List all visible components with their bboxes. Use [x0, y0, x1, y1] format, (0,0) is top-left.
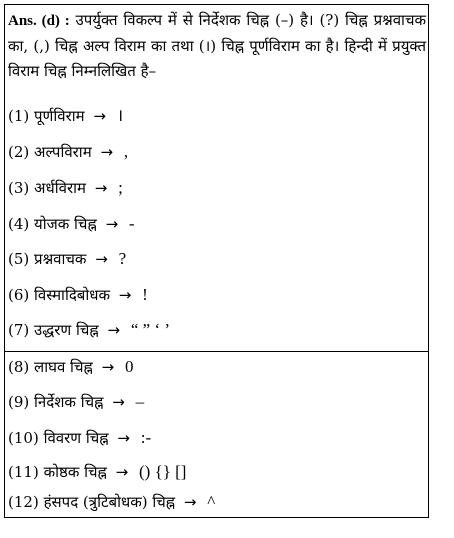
list-item: [8, 142, 128, 162]
list-item: [8, 392, 144, 412]
list-item: [8, 178, 123, 198]
list-item: [8, 214, 135, 234]
answer-intro: [8, 8, 426, 84]
item-number: (3): [8, 179, 30, 197]
answer-box: [4, 4, 429, 518]
list-item: [8, 249, 126, 269]
answer-intro-text: उपर्युक्त विकल्प में से निर्देशक चिह्न (–) है। (?) चिह्न प्रश्नवाचक का, (,) चिह्न अल्प विराम का तथा (।) चिह्न पूर्णविराम का है। हिन्दी में प्रयुक्त विराम चिह्न निम्नलिखित है–: [8, 11, 426, 80]
answer-label: Ans. (d) :: [8, 13, 70, 29]
item-number: (7): [8, 321, 30, 339]
punctuation-mark: :-: [140, 428, 152, 447]
arrow-icon: →: [100, 143, 114, 161]
item-number: (12): [8, 493, 39, 511]
punctuation-mark: () {} []: [139, 462, 187, 481]
item-name: प्रश्नवाचक: [34, 250, 87, 268]
arrow-icon: →: [101, 358, 115, 376]
item-number: (9): [8, 393, 30, 411]
arrow-icon: →: [105, 215, 119, 233]
list-item: [8, 320, 170, 340]
punctuation-mark: 0: [124, 357, 134, 376]
item-number: (4): [8, 215, 30, 233]
section-divider: [5, 351, 428, 352]
item-name: अर्धविराम: [34, 179, 86, 197]
arrow-icon: →: [115, 463, 129, 481]
item-name: विस्मादिबोधक: [34, 286, 110, 304]
punctuation-mark: ,: [123, 142, 129, 161]
arrow-icon: →: [112, 393, 125, 411]
arrow-icon: →: [183, 493, 197, 511]
item-name: निर्देशक चिह्न: [34, 393, 104, 411]
list-item: [8, 462, 186, 482]
item-name: कोष्ठक चिह्न: [43, 463, 107, 481]
punctuation-mark: ^: [207, 492, 216, 511]
list-item: [8, 357, 133, 377]
item-name: हंसपद (त्रुटिबोधक) चिह्न: [43, 493, 176, 511]
punctuation-mark: !: [142, 285, 148, 304]
item-number: (8): [8, 358, 30, 376]
arrow-icon: →: [95, 250, 108, 268]
item-name: योजक चिह्न: [34, 215, 97, 233]
item-number: (11): [8, 463, 39, 481]
item-number: (2): [8, 143, 30, 161]
item-number: (6): [8, 286, 30, 304]
list-item: [8, 428, 151, 448]
item-name: लाघव चिह्न: [34, 358, 93, 376]
list-item: [8, 492, 215, 512]
arrow-icon: →: [94, 179, 108, 197]
punctuation-mark: ?: [118, 249, 127, 268]
punctuation-mark: -: [128, 214, 135, 233]
punctuation-mark: ।: [116, 106, 124, 125]
item-name: विवरण चिह्न: [43, 429, 109, 447]
punctuation-mark: –: [135, 392, 145, 411]
item-name: पूर्णविराम: [34, 107, 85, 125]
punctuation-mark: “ ” ‘ ’: [130, 320, 171, 339]
item-name: उद्धरण चिह्न: [34, 321, 99, 339]
item-number: (5): [8, 250, 30, 268]
arrow-icon: →: [118, 286, 132, 304]
item-number: (1): [8, 107, 30, 125]
item-number: (10): [8, 429, 39, 447]
list-item: [8, 285, 148, 305]
item-name: अल्पविराम: [34, 143, 92, 161]
arrow-icon: →: [117, 429, 130, 447]
arrow-icon: →: [107, 321, 121, 339]
list-item: [8, 106, 123, 126]
punctuation-mark: ;: [118, 178, 123, 197]
arrow-icon: →: [93, 107, 106, 125]
